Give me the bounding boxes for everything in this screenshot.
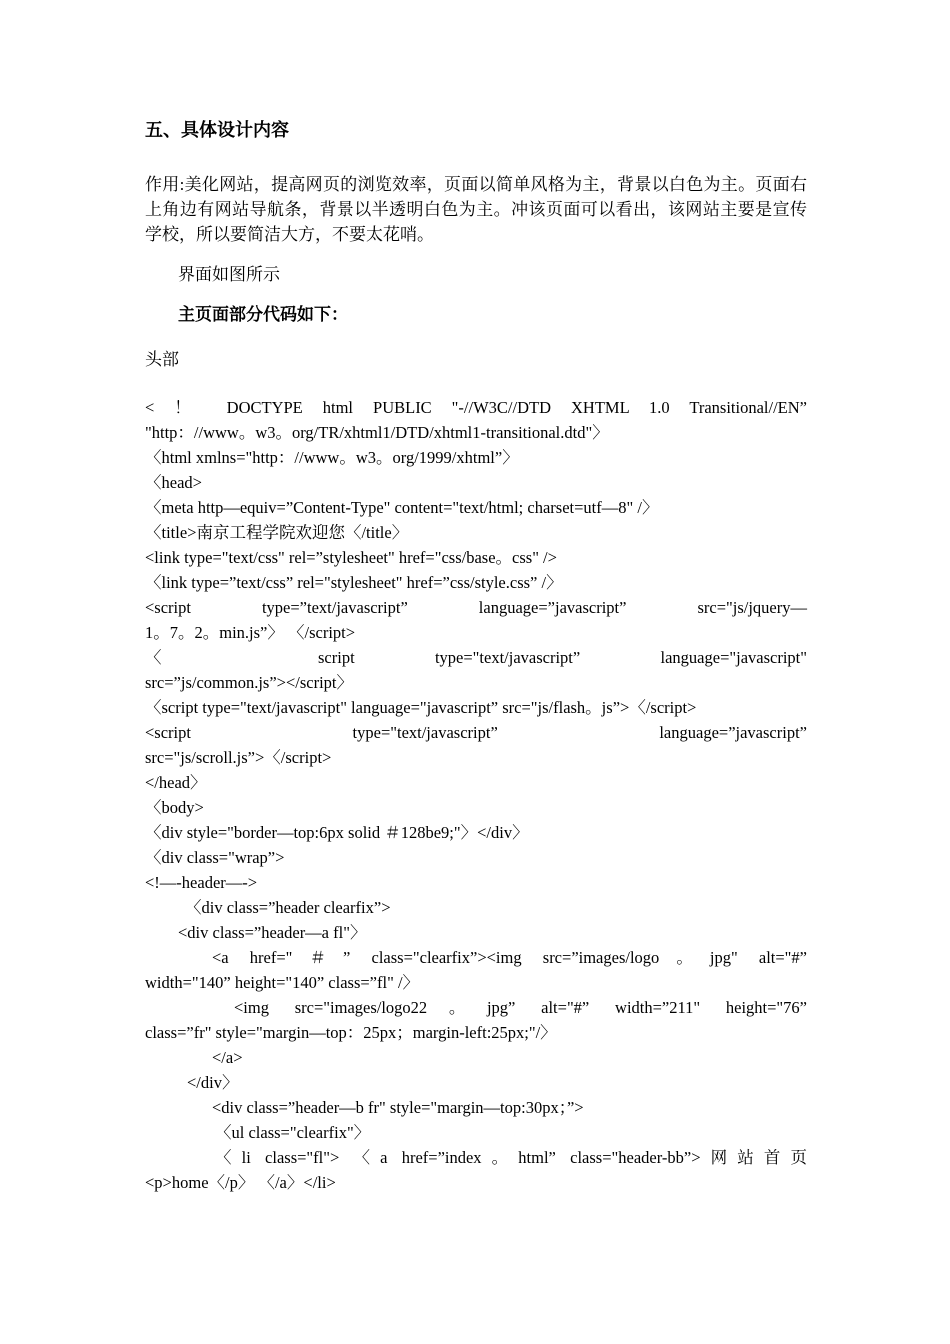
code-line: 〈body> <box>145 798 204 817</box>
code-line: src=”js/common.js”></script〉 <box>145 673 354 692</box>
code-line: width="140” height="140” class=”fl" /〉 <box>145 973 420 992</box>
code-line: 〈meta http—equiv=”Content-Type" content="text/html; charset=utf—8" /〉 <box>145 498 659 517</box>
code-line: <!—-header—-> <box>145 873 258 892</box>
intro-paragraph: 作用:美化网站，提高网页的浏览效率，页面以简单风格为主，背景以白色为主。页面右上角边有网站导航条，背景以半透明白色为主。冲该页面可以看出，该网站主要是宣传学校，所以要简洁大方，不要太花哨。 <box>145 175 807 244</box>
code-line: </head〉 <box>145 773 207 792</box>
code-line: <script type=”text/javascript” language=”javascript” src="js/jquery— <box>145 598 807 617</box>
code-line: 〈script type="text/javascript" language="javascript” src="js/flash。js”>〈/script> <box>145 698 697 717</box>
code-line: 〈div class=”header clearfix”> <box>185 898 391 917</box>
code-line: 〈head> <box>145 473 202 492</box>
code-line: </a> <box>212 1048 243 1067</box>
code-line: src="js/scroll.js”>〈/script> <box>145 748 332 767</box>
code-line: 〈div class="wrap”> <box>145 848 285 867</box>
code-line: <div class=”header—b fr" style="margin—top:30px；”> <box>212 1098 584 1117</box>
code-line: 〈html xmlns="http：//www。w3。org/1999/xhtml”〉 <box>145 448 519 467</box>
code-line: class=”fr" style="margin—top：25px；margin-left:25px;"/〉 <box>145 1023 557 1042</box>
code-line: <script type="text/javascript” language=”javascript” <box>145 723 807 742</box>
code-line: <p>home〈/p〉 〈/a〉</li> <box>145 1173 336 1192</box>
code-line: </div〉 <box>187 1073 239 1092</box>
code-line: 〈div style="border—top:6px solid ＃128be9;"〉</div〉 <box>145 823 529 842</box>
section-label: 头部 <box>145 350 179 369</box>
code-line: 〈link type=”text/css” rel="stylesheet" href=”css/style.css” /〉 <box>145 573 563 592</box>
code-line: 〈title>南京工程学院欢迎您〈/title〉 <box>145 523 409 542</box>
code-line: 〈li class="fl"> 〈a href=”index。html” class="header-bb”>网站首页 <box>215 1148 807 1167</box>
code-line: <div class=”header—a fl"〉 <box>178 923 367 942</box>
code-line: 〈 script type="text/javascript” language="javascript" <box>145 648 807 667</box>
code-line: 〈ul class="clearfix"〉 <box>215 1123 371 1142</box>
code-line: <link type="text/css" rel=”stylesheet" href="css/base。css" /> <box>145 548 557 567</box>
figure-caption: 界面如图所示 <box>178 265 280 284</box>
code-line: <img src="images/logo22。jpg” alt="#” width=”211" height="76” <box>234 998 807 1017</box>
section-heading: 五、具体设计内容 <box>145 120 289 140</box>
document-page <box>145 118 807 1195</box>
code-line: "http：//www。w3。org/TR/xhtml1/DTD/xhtml1-transitional.dtd"〉 <box>145 423 609 442</box>
code-line: < ！ DOCTYPE html PUBLIC "-//W3C//DTD XHTML 1.0 Transitional//EN” <box>145 398 807 417</box>
code-title: 主页面部分代码如下： <box>178 305 348 324</box>
code-line: 1。7。2。min.js”〉 〈/script> <box>145 623 356 642</box>
code-block <box>145 395 807 1195</box>
code-line: <a href="＃” class="clearfix”><img src=”images/logo。jpg" alt="#” <box>212 948 807 967</box>
